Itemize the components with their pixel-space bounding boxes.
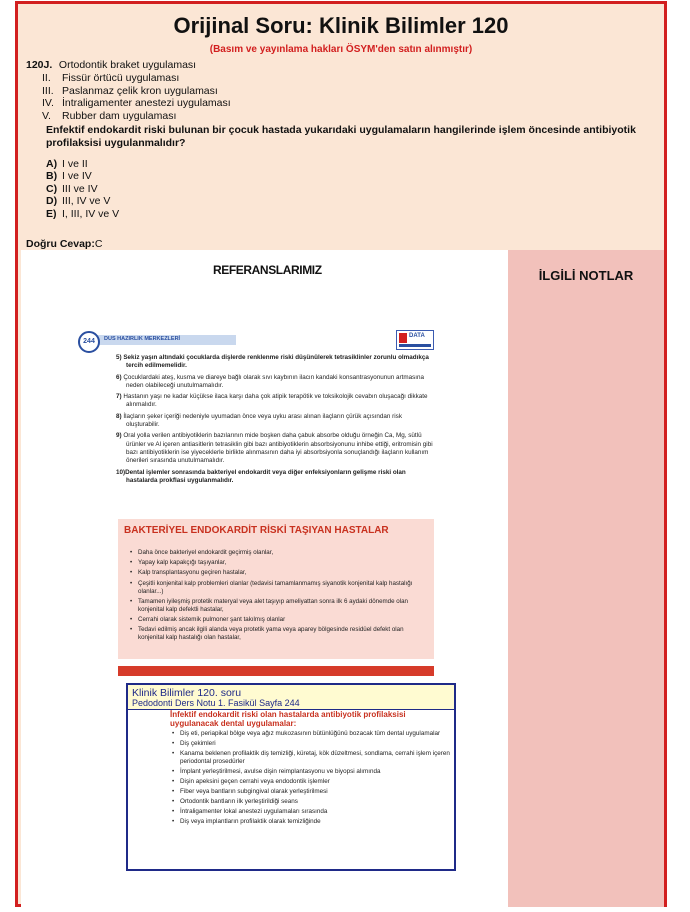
option-a: A) I ve II [46, 157, 88, 170]
page-items [116, 354, 436, 488]
question-item [26, 110, 656, 123]
list-item: • Diş eti, periapikal bölge veya ağız mukozasının bütünlüğünü bozacak tüm dental uygulamalar [170, 730, 450, 738]
callout-header [128, 685, 454, 710]
list-item: • Ortodontik bantların ilk yerleştirildiği seans [170, 798, 450, 806]
logo-text: DATA [409, 333, 425, 339]
item-numeral: III. [42, 84, 54, 97]
callout-section-title: İnfektif endokardit riski olan hastalarda antibiyotik profilaksisi uygulanacak dental uygulamalar: [170, 710, 406, 728]
list-item: • Tedavi edilmiş ancak ilgili alanda veya protetik yama veya aparey bölgesinde residüel defekt olan konjenital kalp hastalığı olan hastalar, [128, 626, 428, 642]
page-item: 6) Çocuklardaki ateş, kusma ve diareye bağlı olarak sıvı kaybının ilacın kandaki konsantrasyonunun artmasına neden olabileceği unutulmamalıdır. [116, 373, 425, 389]
item-numeral: V. [42, 110, 51, 123]
callout-bullets [170, 730, 450, 828]
list-item: • Kalp transplantasyonu geçiren hastalar, [128, 569, 428, 577]
option-d: D) III, IV ve V [46, 195, 111, 208]
references-title: REFERANSLARIMIZ [213, 263, 322, 277]
page-item: 7) Hastanın yaşı ne kadar küçükse ilaca karşı daha çok atipik terapötik ve toksikolojik cevabın oluşacağı dikkate alınmalıdır. [116, 393, 428, 409]
list-item: • Diş çekimleri [170, 740, 450, 748]
data-logo [396, 330, 434, 350]
item-numeral: II. [42, 71, 51, 84]
list-item: • Daha önce bakteriyel endokardit geçirmiş olanlar, [128, 549, 428, 557]
endocarditis-risk-box [118, 519, 434, 659]
answer-options [26, 158, 656, 221]
correct-answer [26, 238, 656, 251]
page-item: 10)Dental işlemler sonrasında bakteriyel endokardit veya diğer enfeksiyonların gelişme riski olan hastalarda prokflasi uygulanmalıdır. [116, 468, 406, 484]
section-divider [118, 666, 434, 676]
list-item: • Çeşitli konjenital kalp problemleri olanlar (tedavisi tamamlanmamış siyanotik konjenital kalp hastalığı olanlar...) [128, 580, 428, 596]
notes-panel [508, 250, 664, 907]
page-item: 8) İlaçların şeker içeriği nedeniyle uyumadan önce veya uyku arası alınan ilaçların çürük açısından risk oluşturabilir. [116, 412, 402, 429]
option-e: E) I, III, IV ve V [46, 207, 120, 220]
list-item: • Tamamen iyileşmiş protetik materyal veya alet taşıyıp ameliyattan sonra ilk 6 aydaki dönemde olan konjenital kalp defektli hastalar, [128, 598, 428, 614]
list-item: • İmplant yerleştirilmesi, avulse dişin reimplantasyonu ve biyopsi alımında [170, 768, 450, 776]
item-text: Ortodontik braket uygulaması [58, 59, 197, 71]
copyright-note: (Basım ve yayınlama hakları ÖSYM'den satın alınmıştır) [209, 44, 473, 55]
question-item [26, 97, 656, 110]
list-item: • Kanama beklenen profilaktik diş temizliği, küretaj, kök düzeltmesi, sondlama, cerrahi işlem içeren periodontal prosedürler [170, 750, 450, 766]
list-item: • İntraligamenter lokal anestezi uygulamaları sırasında [170, 808, 450, 816]
page-item: 5) Sekiz yaşın altındaki çocuklarda dişlerde renklenme riski düşünülerek tetrasiklinler zorunlu olmadıkça tercih edilmemelidir. [116, 354, 429, 370]
logo-mark [399, 333, 407, 343]
item-numeral: IV. [42, 97, 54, 110]
option-c: C) III ve IV [46, 182, 98, 195]
item-text: Rubber dam uygulaması [62, 110, 177, 123]
question-block [26, 59, 656, 251]
page-item: 9) Oral yolla verilen antibiyotiklerin bazılarının mide boşken daha çabuk absorbe olduğu örneğin Ca, Mg, sütlü ürünler ve Al içeren antiasitlerin tetrasiklin gibi bazı antibiyotiklerin absorbsiyonunu inhibe ettiği, eritromisin gibi bazı antibiyotiklerin ise yiyeceklerle birlikte alınmasının daha iyi absorbsiyonla sonuçlandığı ilaçların kullanım önerileri sırasında unutulmamalıdır. [116, 432, 433, 465]
list-item: • Diş veya implantların profilaktik olarak temizliğinde [170, 818, 450, 826]
answer-value: C [94, 238, 103, 251]
question-frame [15, 1, 667, 907]
question-item [26, 72, 656, 85]
page-number: 244 [78, 331, 100, 353]
notes-title: İLGİLİ NOTLAR [538, 268, 634, 283]
question-stem: Enfektif endokardit riski bulunan bir çocuk hastada yukarıdaki uygulamaların hangilerinde işlem öncesinde antibiyotik profilaksisi uygulanmalıdır? [46, 123, 636, 149]
list-item: • Fiber veya bantların subgingival olarak yerleştirilmesi [170, 788, 450, 796]
callout-subtitle: Pedodonti Ders Notu 1. Fasikül Sayfa 244 [132, 698, 300, 708]
logo-bar [399, 344, 431, 347]
box-bullets [128, 549, 428, 644]
question-item [26, 85, 656, 98]
list-item: • Dişin apeksini geçen cerrahi veya endodontik işlemler [170, 778, 450, 786]
page-header-label: DUS HAZIRLIK MERKEZLERİ [104, 336, 181, 342]
item-text: Fissür örtücü uygulaması [62, 71, 180, 84]
option-b: B) I ve IV [46, 170, 92, 183]
item-text: Paslanmaz çelik kron uygulaması [62, 84, 218, 97]
item-text: İntraligamenter anestezi uygulaması [62, 97, 231, 110]
callout-title: Klinik Bilimler 120. soru [132, 687, 242, 699]
list-item: • Yapay kalp kapakçığı taşıyanlar, [128, 559, 428, 567]
source-callout [126, 683, 456, 871]
references-panel [21, 250, 508, 907]
page-title: Orijinal Soru: Klinik Bilimler 120 [173, 13, 509, 38]
question-number: 120J. [26, 59, 53, 71]
list-item: • Cerrahi olarak sistemik pulmoner şant takılmış olanlar [128, 616, 428, 624]
box-title: BAKTERİYEL ENDOKARDİT RİSKİ TAŞIYAN HASTALAR [124, 525, 389, 536]
answer-label: Doğru Cevap: [26, 238, 95, 251]
question-item [26, 59, 656, 72]
